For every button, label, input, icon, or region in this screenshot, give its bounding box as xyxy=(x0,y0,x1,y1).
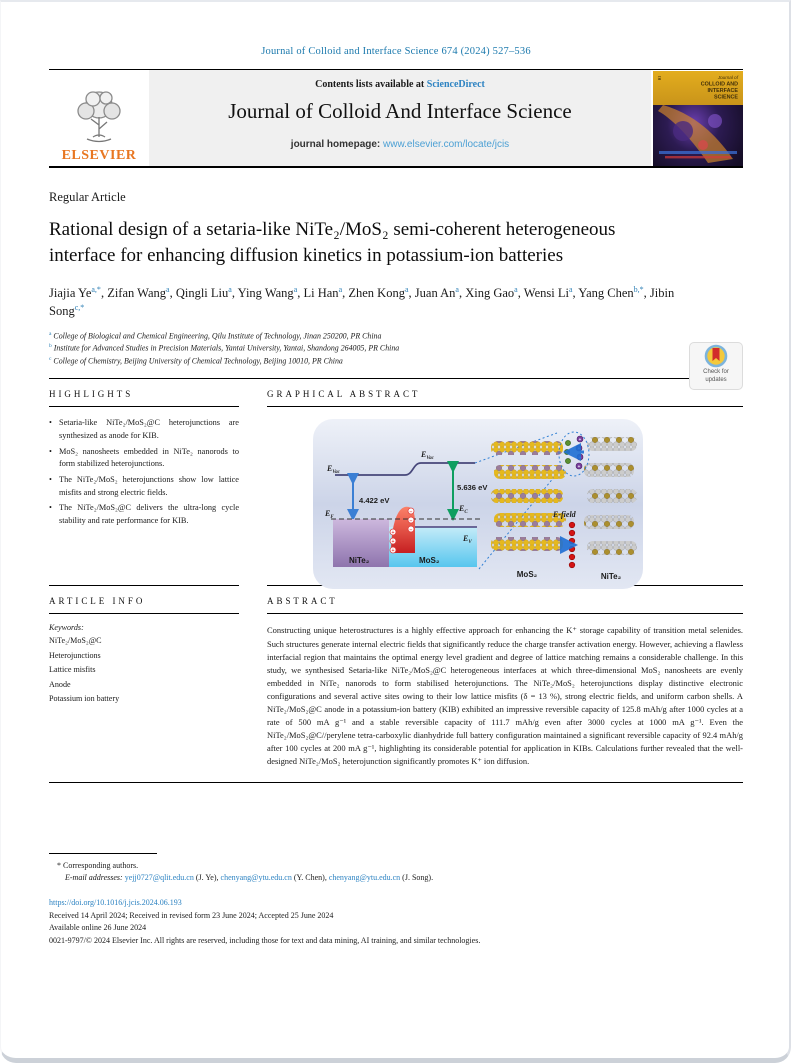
author-separator: , xyxy=(572,285,579,300)
email-owner: (Y. Chen), xyxy=(291,873,329,883)
publication-info xyxy=(49,897,743,947)
svg-text:NiTe₂: NiTe₂ xyxy=(600,572,622,582)
svg-text:−: − xyxy=(409,527,413,534)
sciencedirect-link[interactable]: ScienceDirect xyxy=(426,79,485,90)
svg-text:EC: $E_C$ xyxy=(459,504,468,516)
author xyxy=(415,286,465,300)
article-type: Regular Article xyxy=(49,190,126,204)
svg-text:EVac: $E_{Vac}$ xyxy=(327,464,340,476)
svg-text:−: − xyxy=(409,518,413,525)
affiliation xyxy=(49,355,743,367)
keyword-item: Potassium ion battery xyxy=(49,694,120,704)
graphical-abstract-figure xyxy=(313,419,643,589)
email-owner: (J. Song). xyxy=(400,873,434,883)
svg-text:+: + xyxy=(578,437,582,443)
email-link[interactable]: chenyang@ytu.edu.cn xyxy=(220,873,292,883)
footnote-rule xyxy=(49,853,157,854)
svg-text:+: + xyxy=(577,464,581,470)
journal-title: Journal of Colloid And Interface Science xyxy=(228,99,572,123)
svg-text:4.422 eV: 4.422 eV xyxy=(359,496,390,506)
author-superscript[interactable]: c,* xyxy=(74,302,85,312)
author-name: Jibin Song xyxy=(49,285,675,318)
svg-text:+: + xyxy=(578,455,582,461)
keyword-item: Lattice misfits xyxy=(49,665,96,675)
affiliation-text: College of Chemistry, Beijing University of Chemical Technology, Beijing 10010, PR China xyxy=(51,356,343,366)
email-label: E-mail addresses: xyxy=(65,873,125,883)
author-separator: , xyxy=(342,285,349,300)
highlight-item: • The NiTe₂/MoS₂ heterojunctions show low lattice misfits and strong electric fields. xyxy=(49,474,239,499)
email-line xyxy=(49,872,743,884)
abstract-text: Constructing unique heterostructures is a highly effective approach for enhancing the K⁺ storage capability of transition metal selenides. Such structures generate internal electric fields that significantly reduce the charge transfer activation energy. However, achieving a flawless interfacial region that maintains the optimal energy level gradient and degree of lattice matching remains a considerable challenge. In this study, we synthesised Setaria-like NiTe₂/MoS₂@C heterogeneous interfaces at which three-dimensional MoS₂ nanosheets are evenly embedded in NiTe₂ nanorods to form stabilised heterojunctions. The NiTe₂/MoS₂ heterojunctions display distinctive electronic configurations and several active sites owing to their low lattice misfits (δ = 13 %), strong electric fields, and uniform carbon shells. A NiTe₂/MoS₂@C anode in a potassium-ion battery (KIB) exhibited an impressive reversible capacity of 125.8 mAh/g after 1000 cycles at a rate of 500 mA g⁻¹ and a stable reversible capacity of 111.7 mAh/g even after 3000 cycles at 1000 mA g⁻¹. Even the NiTe₂/MoS₂@C//perylene tetra-carboxylic dianhydride full battery configuration maintained a significant reversible capacity of 92.4 mAh/g after 100 cycles at 200 mA g⁻¹, highlighting its considerable potential for application in KIBs. Calculations further revealed that the well-designed NiTe₂/MoS₂ heterojunction significantly promotes K⁺ ion diffusion. xyxy=(267,625,743,767)
email-link[interactable]: chenyang@ytu.edu.cn xyxy=(328,873,401,883)
svg-text:−: − xyxy=(409,509,413,516)
highlights-heading: HIGHLIGHTS xyxy=(49,379,239,407)
journal-citation: Journal of Colloid and Interface Science 674 (2024) 527–536 xyxy=(261,46,531,57)
author-name: Xing Gao xyxy=(465,285,515,300)
copyright-line: 0021-9797/© 2024 Elsevier Inc. All rights are reserved, including those for text and data mining, AI training, and similar technologies. xyxy=(49,935,481,945)
svg-text:+: + xyxy=(391,548,395,555)
author xyxy=(465,286,524,300)
svg-text:⌸: ⌸ xyxy=(658,75,662,82)
keyword-item: NiTe₂/MoS₂@C xyxy=(49,636,102,646)
author-name: Li Han xyxy=(303,285,339,300)
email-entry xyxy=(125,873,221,882)
graphical-abstract-column xyxy=(267,379,743,586)
elsevier-wordmark: ELSEVIER xyxy=(61,148,137,163)
doi-link[interactable]: https://doi.org/10.1016/j.jcis.2024.06.193 xyxy=(49,898,182,908)
svg-text:+: + xyxy=(391,539,395,546)
author-superscript[interactable]: a xyxy=(568,284,573,294)
affiliation-superscript: b xyxy=(49,343,52,350)
svg-text:MoS₂: MoS₂ xyxy=(419,556,440,566)
affiliation-superscript: a xyxy=(49,331,52,337)
graphical-abstract-heading: GRAPHICAL ABSTRACT xyxy=(267,379,743,407)
svg-text:+: + xyxy=(577,446,581,452)
elsevier-logo xyxy=(49,70,149,166)
author xyxy=(107,286,176,300)
affiliation-superscript: c xyxy=(49,355,52,362)
keyword-item: Heterojunctions xyxy=(49,650,101,660)
author-separator: , xyxy=(643,285,650,300)
author xyxy=(348,286,414,300)
affiliation-list xyxy=(49,330,743,367)
abstract-closing-rule xyxy=(49,782,743,783)
author-name: Zhen Kong xyxy=(348,285,405,300)
highlights-list xyxy=(49,417,239,527)
author xyxy=(578,286,650,300)
highlight-item: • The NiTe₂/MoS₂@C delivers the ultra-long cycle stability and rate performance for KIB. xyxy=(49,502,239,527)
asterisk: * xyxy=(57,861,61,871)
svg-text:Journal of: Journal of xyxy=(717,74,738,80)
abstract-heading: ABSTRACT xyxy=(267,586,743,614)
email-link[interactable]: yejj0727@qlit.edu.cn xyxy=(124,873,194,883)
email-list xyxy=(125,873,433,882)
highlight-item: • Setaria-like NiTe₂/MoS₂@C heterojunctions are synthesized as anode for KIB. xyxy=(49,417,239,442)
author-separator: , xyxy=(169,285,176,300)
contents-line xyxy=(149,79,651,90)
journal-cover-thumbnail xyxy=(651,70,743,166)
svg-text:INTERFACE: INTERFACE xyxy=(707,87,738,94)
author-separator: , xyxy=(408,285,415,300)
highlights-column xyxy=(49,379,239,586)
author-name: Ying Wang xyxy=(237,285,294,300)
article-info-column xyxy=(49,586,239,782)
keywords-list xyxy=(49,634,239,706)
homepage-url-link[interactable]: www.elsevier.com/locate/jcis xyxy=(383,139,510,150)
svg-text:+: + xyxy=(391,530,395,537)
keywords-label: Keywords: xyxy=(49,623,84,633)
author-superscript[interactable]: a xyxy=(166,284,170,294)
affiliation-text: College of Biological and Chemical Engineering, Qilu Institute of Technology, Jinan 250200, PR China xyxy=(51,331,382,341)
email-entry xyxy=(221,873,329,882)
svg-text:COLLOID AND: COLLOID AND xyxy=(700,81,738,87)
author-separator: , xyxy=(517,285,524,300)
author-name: Wensi Li xyxy=(523,285,569,300)
svg-text:EVac: $E_{Vac}$ xyxy=(421,450,434,462)
author-name: Juan An xyxy=(414,285,456,300)
masthead xyxy=(49,70,743,166)
footnotes xyxy=(49,853,743,947)
svg-text:NiTe₂: NiTe₂ xyxy=(349,556,370,566)
check-updates-label: Check for updates xyxy=(703,369,729,383)
svg-text:EV: $E_V$ xyxy=(463,534,472,546)
author-superscript[interactable]: a xyxy=(404,284,409,294)
received-dates: Received 14 April 2024; Received in revised form 23 June 2024; Accepted 25 June 2024 xyxy=(49,910,334,920)
author-separator: , xyxy=(231,285,238,300)
highlights-graphical-row xyxy=(49,379,743,586)
author-superscript[interactable]: a,* xyxy=(91,284,101,294)
email-entry xyxy=(329,873,433,882)
svg-text:E-field: E-field xyxy=(553,510,576,520)
svg-text:EF: $E_F$ xyxy=(325,509,334,521)
affiliation-text: Institute for Advanced Studies in Precision Materials, Yantai University, Yantai, Shandong 264005, PR China xyxy=(51,344,400,354)
author-superscript[interactable]: b,* xyxy=(633,284,644,294)
check-for-updates-badge[interactable] xyxy=(689,342,743,390)
author xyxy=(176,286,238,300)
author-superscript[interactable]: a xyxy=(293,284,298,294)
available-online: Available online 26 June 2024 xyxy=(49,923,147,933)
journal-banner xyxy=(149,70,651,166)
author xyxy=(49,286,107,300)
highlight-item: • MoS₂ nanosheets embedded in NiTe₂ nanorods to form stabilized heterojunctions. xyxy=(49,446,239,471)
cover-image xyxy=(653,71,743,166)
check-updates-icon xyxy=(703,343,729,369)
svg-text:MoS₂: MoS₂ xyxy=(516,570,538,580)
email-owner: (J. Ye), xyxy=(193,873,221,883)
author xyxy=(304,286,349,300)
author-name: Yang Chen xyxy=(578,285,634,300)
author-separator: , xyxy=(100,285,108,300)
author-separator: , xyxy=(297,285,304,300)
author xyxy=(524,286,579,300)
homepage-label: journal homepage: xyxy=(290,139,384,150)
keyword-item: Anode xyxy=(49,679,71,689)
article-info-heading: ARTICLE INFO xyxy=(49,586,239,614)
corresponding-note xyxy=(49,860,743,872)
info-abstract-row xyxy=(49,586,743,782)
corresponding-text: Corresponding authors. xyxy=(63,861,139,871)
author xyxy=(238,286,304,300)
author-separator: , xyxy=(458,285,466,300)
author-superscript[interactable]: a xyxy=(514,284,518,294)
author-list xyxy=(49,283,689,320)
elsevier-tree-icon xyxy=(67,87,131,147)
author-superscript[interactable]: a xyxy=(228,284,232,294)
paper-title: Rational design of a setaria-like NiTe₂/MoS₂ semi-coherent heterogeneous interface for enhancing diffusion kinetics in potassium-ion batteries xyxy=(49,219,616,267)
svg-text:SCIENCE: SCIENCE xyxy=(714,94,738,100)
author-name: Jiajia Ye xyxy=(49,285,92,300)
author-superscript[interactable]: a xyxy=(338,284,343,294)
affiliation xyxy=(49,330,743,342)
author-name: Zifan Wang xyxy=(107,285,167,300)
contents-text: Contents lists available at xyxy=(315,79,427,90)
affiliation xyxy=(49,342,743,354)
abstract-column xyxy=(267,586,743,782)
article-header xyxy=(49,168,743,383)
svg-text:5.636 eV: 5.636 eV xyxy=(457,483,488,493)
author-name: Qingli Liu xyxy=(175,285,229,300)
author-superscript[interactable]: a xyxy=(455,284,459,294)
homepage-line xyxy=(149,139,651,150)
